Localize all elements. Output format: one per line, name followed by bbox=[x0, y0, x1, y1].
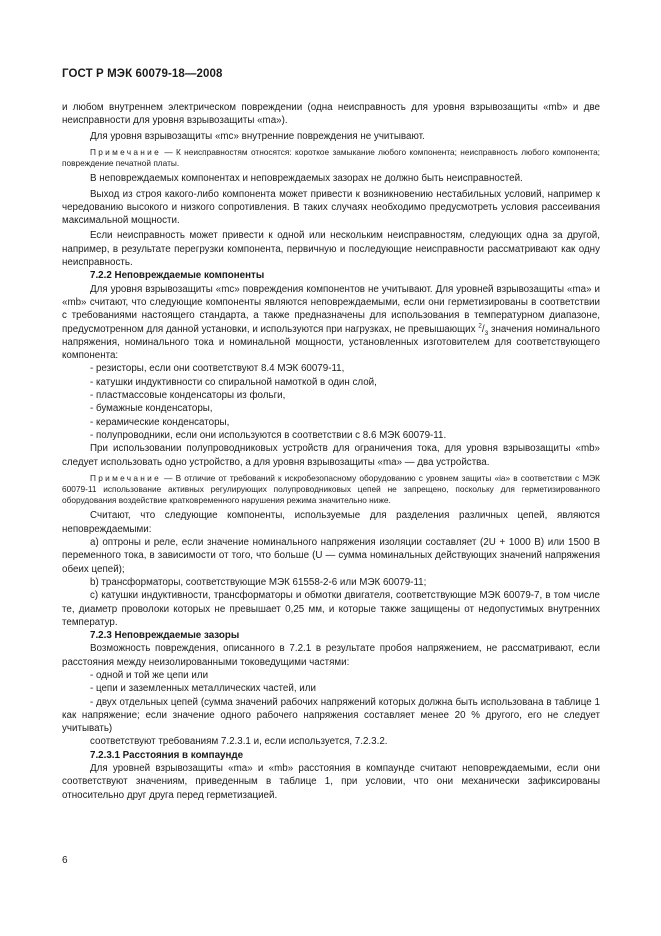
paragraph: Для уровня взрывозащиты «mc» повреждения компонентов не учитывают. Для уровней взрывозащиты «ma» и «mb» считают, что следующие компоненты являются неповреждаемыми, если они герметизированы в соответствии с требованиями настоящего стандарта, а также предназначены для использования в температурном диапазоне, предусмотренном для данной установки, и используются при нагрузках, не превышающих $^2/_3$ значения номинального напряжения, номинального тока и номинальной мощности, установленных изготовителем для соответствующего компонента: bbox=[62, 283, 601, 362]
list-item: - пластмассовые конденсаторы из фольги, bbox=[90, 390, 286, 402]
note-label: Примечание bbox=[90, 472, 162, 483]
paragraph: b) трансформаторы, соответствующие МЭК 61558-2-6 или МЭК 60079-11; bbox=[90, 576, 427, 588]
paragraph: В неповреждаемых компонентах и неповреждаемых зазорах не должно быть неисправностей. bbox=[90, 173, 523, 185]
paragraph: c) катушки индуктивности, трансформаторы и обмотки двигателя, соответствующие МЭК 60079-7, в том числе те, диаметр проволоки которых не превышает 0,25 мм, и которые также защищены от недопустимых внутренних температур. bbox=[62, 590, 600, 628]
list-item: - бумажные конденсаторы, bbox=[90, 403, 213, 415]
section-heading-7-2-3: 7.2.3 Неповреждаемые зазоры bbox=[90, 630, 240, 642]
paragraph: При использовании полупроводниковых устройств для ограничения тока, для уровня взрывозащиты «mb» следует использовать одно устройство, а для уровня взрывозащиты «ma» — два устройства. bbox=[62, 443, 600, 468]
paragraph: - двух отдельных цепей (сумма значений рабочих напряжений которых должна быть использована в таблице 1 как напряжение; если значение одного рабочего напряжения составляет менее 20 % другого, его не следует учитывать) bbox=[62, 696, 600, 735]
fraction-numerator: 2 bbox=[478, 322, 482, 330]
paragraph: соответствуют требованиям 7.2.3.1 и, если используется, 7.2.3.2. bbox=[90, 736, 388, 748]
list-item: - резисторы, если они соответствуют 8.4 МЭК 60079-11, bbox=[90, 363, 345, 375]
paragraph: a) оптроны и реле, если значение номинального напряжения изоляции составляет (2U + 1000 В) или 1500 В переменного тока, в зависимости от того, что больше (U — сумма номинальных действующих значений напряжения обеих цепей); bbox=[62, 537, 600, 575]
section-heading-7-2-3-1: 7.2.3.1 Расстояния в компаунде bbox=[90, 749, 244, 761]
paragraph: и любом внутреннем электрическом повреждении (одна неисправность для уровня взрывозащиты «mb» и две неисправности для уровня взрывозащиты «ma»). bbox=[62, 102, 600, 127]
list-item: - одной и той же цепи или bbox=[90, 670, 209, 681]
page-body bbox=[62, 101, 600, 802]
page-number: 6 bbox=[62, 855, 68, 866]
paragraph-text: значения номинального напряжения, номинального тока и номинальной мощности, установленных изготовителем для соответствующего компонента: bbox=[62, 323, 601, 362]
note bbox=[62, 147, 600, 169]
note bbox=[62, 473, 600, 507]
section-heading-7-2-2: 7.2.2 Неповреждаемые компоненты bbox=[90, 270, 265, 282]
list-item: - цепи и заземленных металлических частей, или bbox=[90, 683, 316, 695]
paragraph: Если неисправность может привести к одной или нескольким неисправностям, следующих одна за другой, например, в результате перегрузки компонента, первичную и последующие неисправности рассматривают как одну неисправность. bbox=[62, 230, 600, 269]
fraction-denominator: 3 bbox=[484, 329, 489, 337]
paragraph: Считают, что следующие компоненты, используемые для разделения различных цепей, являются неповреждаемыми: bbox=[62, 510, 600, 535]
list-item: - керамические конденсаторы, bbox=[90, 416, 230, 428]
list-item: - катушки индуктивности со спиральной намоткой в один слой, bbox=[90, 376, 377, 388]
note-label: Примечание bbox=[90, 146, 162, 157]
document-header: ГОСТ Р МЭК 60079-18—2008 bbox=[62, 68, 223, 80]
paragraph: Возможность повреждения, описанного в 7.2.1 в результате пробоя напряжением, не рассматривают, если расстояния между неизолированными токоведущими частями: bbox=[62, 643, 600, 668]
note-text: — К неисправностям относятся: короткое замыкание любого компонента; неисправность любого компонента; повреждение печатной платы. bbox=[62, 146, 600, 169]
list-item: - полупроводники, если они используются в соответствии с 8.6 МЭК 60079-11. bbox=[90, 429, 447, 441]
paragraph: Выход из строя какого-либо компонента может привести к возникновению нестабильных условий, например к чередованию высокого и низкого сопротивления. В таких случаях необходимо предусмотреть условия рассеивания максимальной мощности. bbox=[62, 188, 600, 227]
paragraph-text: Для уровня взрывозащиты «mc» повреждения компонентов не учитывают. Для уровней взрывозащиты «ma» и «mb» считают, что следующие компоненты являются неповреждаемыми, если они герметизированы в соответствии с требованиями настоящего стандарта, а также предназначены для использования в температурном диапазоне, предусмотренном для данной установки, и используются при нагрузках, не превышающих bbox=[62, 283, 600, 335]
paragraph: Для уровней взрывозащиты «ma» и «mb» расстояния в компаунде считают неповреждаемыми, если они соответствуют значениям, приведенным в таблице 1, при условии, что они механически зафиксированы относительно друг друга перед герметизацией. bbox=[62, 763, 600, 801]
paragraph: Для уровня взрывозащиты «mc» внутренние повреждения не учитывают. bbox=[90, 130, 425, 142]
note-text: — В отличие от требований к искробезопасному оборудованию с уровнем защиты «ia» в соответствии с МЭК 60079-11 использование активных регулирующих полупроводниковых цепей не запрещено, поскольку для герметизированного оборудования воздействие кратковременного нарушения режима значительно ниже. bbox=[62, 472, 600, 506]
